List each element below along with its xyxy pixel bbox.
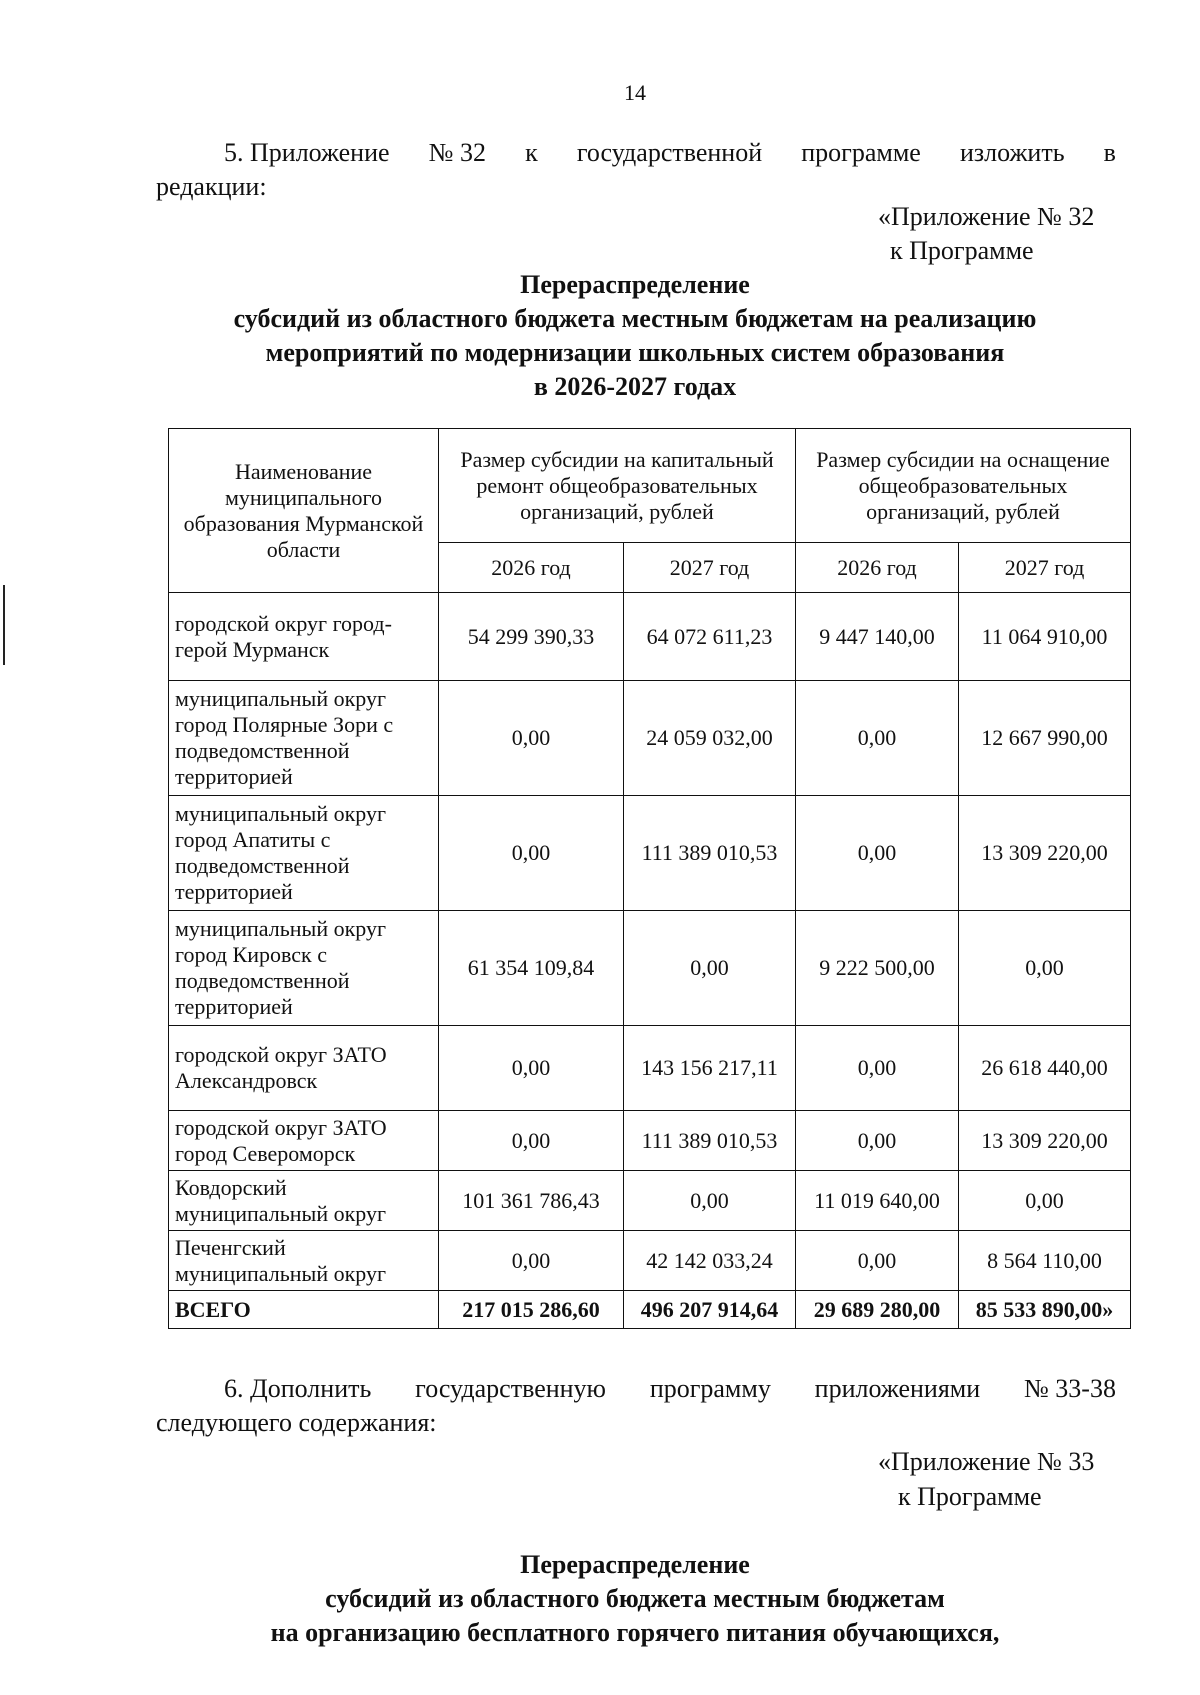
year-header: 2027 год bbox=[959, 543, 1131, 593]
cell-value: 0,00 bbox=[959, 911, 1131, 1026]
title-line: Перераспределение bbox=[520, 1550, 750, 1579]
item5-line2: редакции: bbox=[156, 172, 267, 201]
cell-value: 8 564 110,00 bbox=[959, 1231, 1131, 1291]
row-name: городской округ ЗАТО город Североморск bbox=[169, 1111, 439, 1171]
item6-word: государственную bbox=[415, 1374, 606, 1403]
cell-value: 12 667 990,00 bbox=[959, 681, 1131, 796]
total-value: 85 533 890,00» bbox=[959, 1291, 1131, 1329]
item5-paragraph bbox=[156, 136, 1116, 204]
cell-value: 143 156 217,11 bbox=[624, 1026, 796, 1111]
total-row bbox=[169, 1291, 1131, 1329]
cell-value: 13 309 220,00 bbox=[959, 1111, 1131, 1171]
table-row bbox=[169, 593, 1131, 681]
header-name: Наименование муниципального образования Мурманской области bbox=[169, 429, 439, 593]
next-title bbox=[150, 1548, 1120, 1650]
header-equipment: Размер субсидии на оснащение общеобразовательных организаций, рублей bbox=[796, 429, 1131, 543]
cell-value: 9 447 140,00 bbox=[796, 593, 959, 681]
cell-value: 24 059 032,00 bbox=[624, 681, 796, 796]
cell-value: 0,00 bbox=[796, 796, 959, 911]
item6-word: приложениями bbox=[814, 1374, 981, 1403]
title-line: в 2026-2027 годах bbox=[533, 372, 737, 401]
cell-value: 0,00 bbox=[796, 1026, 959, 1111]
cell-value: 0,00 bbox=[796, 681, 959, 796]
cell-value: 0,00 bbox=[624, 911, 796, 1026]
cell-value: 42 142 033,24 bbox=[624, 1231, 796, 1291]
cell-value: 54 299 390,33 bbox=[439, 593, 624, 681]
table-row bbox=[169, 681, 1131, 796]
total-value: 217 015 286,60 bbox=[439, 1291, 624, 1329]
table-row bbox=[169, 1026, 1131, 1111]
appendix32-line1: «Приложение № 32 bbox=[878, 202, 1095, 231]
subsidy-table bbox=[168, 428, 1131, 1329]
item6-line2: следующего содержания: bbox=[156, 1408, 437, 1437]
cell-value: 11 064 910,00 bbox=[959, 593, 1131, 681]
title-line: мероприятий по модернизации школьных систем образования bbox=[265, 338, 1005, 367]
cell-value: 0,00 bbox=[796, 1231, 959, 1291]
cell-value: 0,00 bbox=[959, 1171, 1131, 1231]
title-line: на организацию бесплатного горячего питания обучающихся, bbox=[270, 1618, 1000, 1647]
cell-value: 0,00 bbox=[439, 681, 624, 796]
item5-word: № 32 bbox=[428, 138, 486, 167]
item6-word: программу bbox=[649, 1374, 771, 1403]
cell-value: 0,00 bbox=[439, 1231, 624, 1291]
item5-word: изложить bbox=[959, 138, 1065, 167]
item5-word: к bbox=[525, 138, 538, 167]
total-value: 29 689 280,00 bbox=[796, 1291, 959, 1329]
cell-value: 0,00 bbox=[439, 796, 624, 911]
item6-word: 6. Дополнить bbox=[224, 1374, 372, 1403]
year-header: 2027 год bbox=[624, 543, 796, 593]
row-name: Ковдорский муниципальный округ bbox=[169, 1171, 439, 1231]
table-row bbox=[169, 796, 1131, 911]
title-line: субсидий из областного бюджета местным бюджетам bbox=[325, 1584, 945, 1613]
scan-edge-mark bbox=[3, 585, 5, 665]
item5-word: программе bbox=[801, 138, 921, 167]
row-name: городской округ ЗАТО Александровск bbox=[169, 1026, 439, 1111]
row-name: городской округ город-герой Мурманск bbox=[169, 593, 439, 681]
appendix32-line2: к Программе bbox=[890, 236, 1034, 265]
item6-paragraph bbox=[156, 1372, 1116, 1440]
row-name: муниципальный округ город Полярные Зори с подведомственной территорией bbox=[169, 681, 439, 796]
item6-word: № 33-38 bbox=[1023, 1374, 1116, 1403]
cell-value: 26 618 440,00 bbox=[959, 1026, 1131, 1111]
cell-value: 0,00 bbox=[439, 1026, 624, 1111]
appendix33-line1: «Приложение № 33 bbox=[878, 1447, 1095, 1476]
item5-word: в bbox=[1103, 138, 1116, 167]
cell-value: 0,00 bbox=[624, 1171, 796, 1231]
total-value: 496 207 914,64 bbox=[624, 1291, 796, 1329]
row-name: Печенгский муниципальный округ bbox=[169, 1231, 439, 1291]
title-line: Перераспределение bbox=[520, 270, 750, 299]
total-label: ВСЕГО bbox=[169, 1291, 439, 1329]
cell-value: 9 222 500,00 bbox=[796, 911, 959, 1026]
cell-value: 64 072 611,23 bbox=[624, 593, 796, 681]
table-row bbox=[169, 1111, 1131, 1171]
table-row bbox=[169, 1171, 1131, 1231]
item5-word: 5. Приложение bbox=[224, 138, 390, 167]
row-name: муниципальный округ город Кировск с подведомственной территорией bbox=[169, 911, 439, 1026]
cell-value: 0,00 bbox=[796, 1111, 959, 1171]
title-line: субсидий из областного бюджета местным бюджетам на реализацию bbox=[233, 304, 1037, 333]
cell-value: 11 019 640,00 bbox=[796, 1171, 959, 1231]
cell-value: 111 389 010,53 bbox=[624, 796, 796, 911]
cell-value: 61 354 109,84 bbox=[439, 911, 624, 1026]
cell-value: 111 389 010,53 bbox=[624, 1111, 796, 1171]
table-row bbox=[169, 911, 1131, 1026]
table-row bbox=[169, 1231, 1131, 1291]
item5-line1 bbox=[156, 136, 1116, 170]
year-header: 2026 год bbox=[796, 543, 959, 593]
page-number: 14 bbox=[624, 80, 646, 105]
cell-value: 0,00 bbox=[439, 1111, 624, 1171]
table-title bbox=[150, 268, 1120, 404]
item6-line1 bbox=[156, 1372, 1116, 1406]
year-header: 2026 год bbox=[439, 543, 624, 593]
cell-value: 101 361 786,43 bbox=[439, 1171, 624, 1231]
item5-word: государственной bbox=[576, 138, 763, 167]
appendix33-line2: к Программе bbox=[898, 1482, 1042, 1511]
row-name: муниципальный округ город Апатиты с подведомственной территорией bbox=[169, 796, 439, 911]
cell-value: 13 309 220,00 bbox=[959, 796, 1131, 911]
header-capital-repair: Размер субсидии на капитальный ремонт общеобразовательных организаций, рублей bbox=[439, 429, 796, 543]
header-row bbox=[169, 429, 1131, 543]
